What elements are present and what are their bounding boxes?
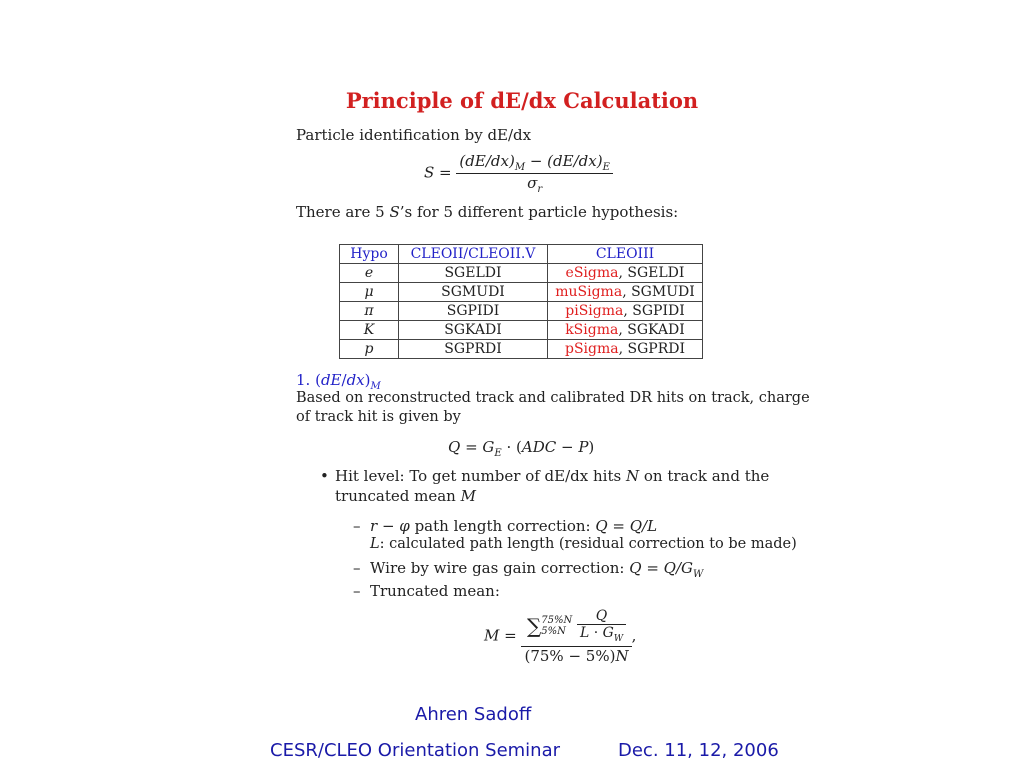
subitem1-dash: – — [353, 517, 361, 535]
subitem1b-var: L — [370, 536, 380, 552]
hypo-cell: e — [340, 264, 399, 283]
hypothesis-post: ’s for 5 different particle hypothesis: — [399, 203, 679, 221]
subitem1b — [370, 536, 797, 552]
cleoiii-rest: , SGPIDI — [623, 303, 685, 319]
cleoiii-sigma: kSigma — [565, 322, 619, 338]
subitem1-math: r − φ — [370, 517, 410, 535]
section1-heading: 1. $(dE/dx)_M$ — [296, 371, 381, 392]
bullet-line1-post: on track and the — [643, 467, 770, 485]
header-cleoiii: CLEOIII — [548, 245, 703, 264]
slide-title: Principle of dE/dx Calculation — [345, 88, 699, 113]
cleoiii-rest: , SGMUDI — [622, 284, 695, 300]
cleoiii-cell — [548, 264, 703, 283]
cleoiii-rest: , SGKADI — [618, 322, 685, 338]
hypo-cell: π — [340, 302, 399, 321]
cleoii-cell: SGKADI — [399, 321, 548, 340]
formula-m-fraction — [521, 608, 631, 665]
subitem2-text: Wire by wire gas gain correction: — [370, 559, 625, 577]
intro-text: Particle identification by dE/dx — [296, 126, 532, 144]
bullet-line2-pre: truncated mean — [335, 487, 456, 505]
hypothesis-pre: There are 5 — [296, 203, 385, 221]
subitem1b-text: : calculated path length (residual correction to be made) — [379, 536, 797, 552]
formula-m-trail: , — [631, 626, 637, 645]
inner-num: Q — [577, 608, 626, 625]
bullet-dot: • — [320, 467, 329, 485]
hypo-cell: μ — [340, 283, 399, 302]
cleoiii-cell — [548, 321, 703, 340]
table-row — [340, 283, 703, 302]
bullet-line1-var: N — [625, 467, 640, 485]
formula-s — [424, 152, 613, 195]
hypo-cell: p — [340, 340, 399, 359]
bullet-line1-pre: Hit level: To get number of dE/dx hits — [335, 467, 622, 485]
inner-fraction — [577, 608, 626, 644]
subitem1-formula: Q = Q/L — [595, 517, 658, 535]
subitem2-formula: $Q = Q/G_W$ — [629, 559, 704, 580]
bullet-line1 — [335, 467, 769, 485]
table-row — [340, 302, 703, 321]
table-header-row — [340, 245, 703, 264]
bullet-line2-var: M — [460, 487, 476, 505]
subitem1 — [370, 517, 657, 535]
table-row — [340, 340, 703, 359]
cleoii-cell: SGPRDI — [399, 340, 548, 359]
formula-m-denominator: (75% − 5%)N — [524, 646, 629, 665]
subitem2-dash: – — [353, 559, 361, 577]
formula-s-denominator: $\sigma_r$ — [527, 174, 543, 195]
table-row — [340, 321, 703, 340]
formula-m-lhs: M = — [484, 626, 517, 645]
formula-s-numerator: $(dE/dx)_M - (dE/dx)_E$ — [456, 152, 612, 174]
sum-symbol: ∑ 75%N 5%N — [526, 613, 573, 638]
cleoii-cell: SGPIDI — [399, 302, 548, 321]
sum-lower: 5%N — [541, 625, 566, 637]
cleoii-cell: SGELDI — [399, 264, 548, 283]
section1-line1: Based on reconstructed track and calibrated DR hits on track, charge — [296, 390, 810, 406]
footer-seminar: CESR/CLEO Orientation Seminar — [270, 740, 561, 761]
cleoiii-cell — [548, 283, 703, 302]
subitem3-text: Truncated mean: — [370, 582, 500, 600]
subitem2 — [370, 559, 703, 580]
formula-s-lhs: S = — [424, 163, 452, 182]
cleoiii-sigma: eSigma — [565, 265, 619, 281]
hypothesis-var: S — [389, 203, 400, 221]
cleoiii-cell — [548, 340, 703, 359]
cleoiii-sigma: muSigma — [555, 284, 623, 300]
footer-date: Dec. 11, 12, 2006 — [618, 740, 779, 761]
formula-q: $Q = G_E \cdot (ADC - P)$ — [448, 438, 595, 459]
cleoiii-cell — [548, 302, 703, 321]
sum-upper: 75%N — [541, 614, 573, 626]
hypothesis-table — [339, 244, 703, 359]
formula-s-fraction — [456, 152, 612, 195]
cleoii-cell: SGMUDI — [399, 283, 548, 302]
bullet-line2 — [335, 487, 476, 505]
header-hypo: Hypo — [340, 245, 399, 264]
cleoiii-rest: , SGELDI — [618, 265, 685, 281]
formula-m-numerator — [521, 608, 631, 647]
header-cleoii: CLEOII/CLEOII.V — [399, 245, 548, 264]
hypothesis-text — [296, 203, 678, 221]
formula-m — [484, 608, 636, 665]
footer-author: Ahren Sadoff — [415, 704, 532, 725]
cleoiii-sigma: pSigma — [564, 341, 619, 357]
cleoiii-sigma: piSigma — [565, 303, 624, 319]
cleoiii-rest: , SGPRDI — [618, 341, 685, 357]
subitem1-text: path length correction: — [414, 517, 591, 535]
inner-den: $L \cdot G_W$ — [579, 625, 624, 644]
table-row — [340, 264, 703, 283]
subitem3-dash: – — [353, 582, 361, 600]
section1-line2: of track hit is given by — [296, 409, 461, 425]
hypo-cell: K — [340, 321, 399, 340]
